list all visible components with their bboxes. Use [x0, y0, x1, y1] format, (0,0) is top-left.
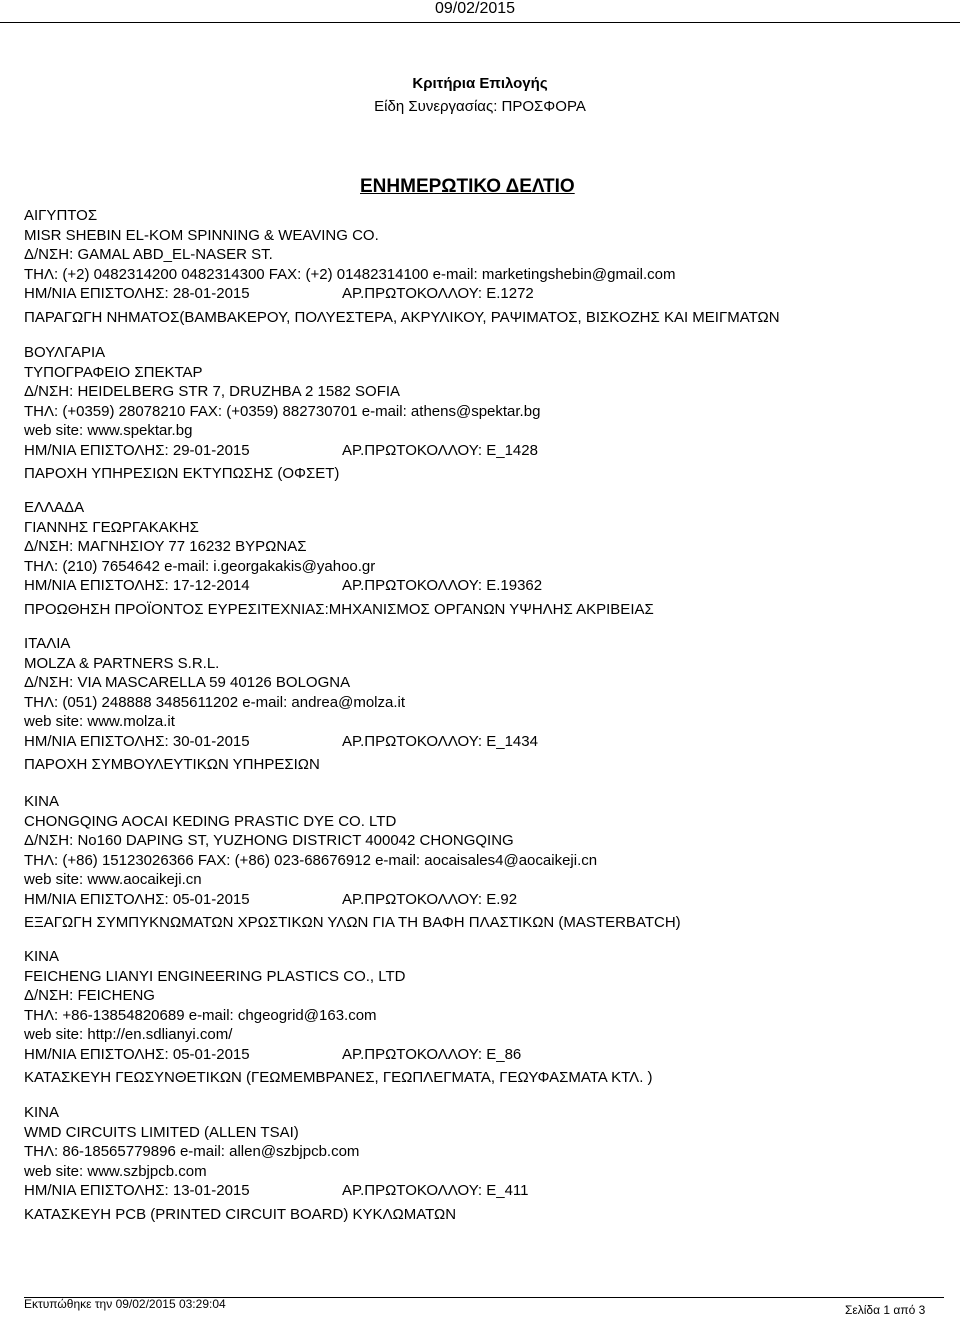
- entry-contact: ΤΗΛ: (051) 248888 3485611202 e-mail: andrea@molza.it: [24, 693, 406, 711]
- entry-address: Δ/ΝΣΗ: FEICHENG: [24, 987, 155, 1004]
- entry-letter-date: ΗΜ/ΝΙΑ ΕΠΙΣΤΟΛΗΣ: 30-01-2015: [24, 732, 250, 750]
- entry-contact: ΤΗΛ: (210) 7654642 e-mail: i.georgakakis@yahoo.gr: [24, 557, 376, 575]
- entry-letter-date: ΗΜ/ΝΙΑ ΕΠΙΣΤΟΛΗΣ: 29-01-2015: [24, 441, 250, 459]
- entry-address: Δ/ΝΣΗ: HEIDELBERG STR 7, DRUZHBA 2 1582 SOFIA: [24, 383, 401, 400]
- entry-country: ΚΙΝΑ: [24, 1104, 60, 1121]
- header-date: 09/02/2015: [435, 0, 516, 17]
- entry-country: ΙΤΑΛΙΑ: [24, 635, 71, 652]
- entry-protocol: ΑΡ.ΠΡΩΤΟΚΟΛΛΟΥ: Ε.1272: [342, 285, 534, 302]
- entry-date-row: [24, 732, 538, 752]
- footer-printed: Εκτυπώθηκε την 09/02/2015 03:29:04: [24, 1297, 226, 1311]
- entry-activity: ΠΑΡΟΧΗ ΥΠΗΡΕΣΙΩΝ ΕΚΤΥΠΩΣΗΣ (ΟΦΣΕΤ): [24, 465, 340, 482]
- entry-letter-date: ΗΜ/ΝΙΑ ΕΠΙΣΤΟΛΗΣ: 28-01-2015: [24, 285, 250, 302]
- entry-website: web site: www.spektar.bg: [24, 422, 193, 439]
- entry-protocol: ΑΡ.ΠΡΩΤΟΚΟΛΛΟΥ: Ε_411: [342, 1182, 529, 1199]
- entry-country: ΕΛΛΑΔΑ: [24, 499, 85, 516]
- entry-china-feicheng: [24, 947, 653, 1088]
- entry-contact: ΤΗΛ: (+2) 0482314200 0482314300 FAX: (+2) 01482314100 e-mail: marketingshebin@gmail.com: [24, 265, 676, 283]
- entry-greece: [24, 498, 654, 619]
- entry-website: web site: www.molza.it: [24, 713, 175, 730]
- entry-date-row: [24, 1045, 653, 1065]
- header-divider: [0, 22, 960, 23]
- entry-protocol: ΑΡ.ΠΡΩΤΟΚΟΛΛΟΥ: Ε.92: [342, 890, 518, 908]
- bulletin-title: ΕΝΗΜΕΡΩΤΙΚΟ ΔΕΛΤΙΟ: [360, 176, 575, 197]
- entry-date-row: [24, 576, 654, 596]
- entry-contact: ΤΗΛ: (+86) 15123026366 FAX: (+86) 023-68676912 e-mail: aocaisales4@aocaikeji.cn: [24, 851, 598, 869]
- entry-activity: ΚΑΤΑΣΚΕΥΗ ΓΕΩΣΥΝΘΕΤΙΚΩΝ (ΓΕΩΜΕΜΒΡΑΝΕΣ, ΓΕΩΠΛΕΓΜΑΤΑ, ΓΕΩΥΦΑΣΜΑΤΑ ΚΤΛ. ): [24, 1069, 653, 1086]
- criteria-title: Κριτήρια Επιλογής: [412, 75, 548, 92]
- entry-address: Δ/ΝΣΗ: ΜΑΓΝΗΣΙΟΥ 77 16232 ΒΥΡΩΝΑΣ: [24, 538, 307, 555]
- entry-activity: ΕΞΑΓΩΓΗ ΣΥΜΠΥΚΝΩΜΑΤΩΝ ΧΡΩΣΤΙΚΩΝ ΥΛΩΝ ΓΙΑ ΤΗ ΒΑΦΗ ΠΛΑΣΤΙΚΩΝ (MASTERBATCH): [24, 914, 681, 931]
- entry-protocol: ΑΡ.ΠΡΩΤΟΚΟΛΛΟΥ: Ε_1434: [342, 732, 538, 750]
- cooperation-type: Είδη Συνεργασίας: ΠΡΟΣΦΟΡΑ: [374, 98, 586, 115]
- entry-company: WMD CIRCUITS LIMITED (ALLEN TSAI): [24, 1123, 299, 1141]
- entry-website: web site: http://en.sdlianyi.com/: [24, 1026, 233, 1043]
- entry-company: MISR SHEBIN EL-KOM SPINNING & WEAVING CO.: [24, 226, 379, 244]
- entry-activity: ΠΡΟΩΘΗΣΗ ΠΡΟΪΟΝΤΟΣ ΕΥΡΕΣΙΤΕΧΝΙΑΣ:ΜΗΧΑΝΙΣΜΟΣ ΟΡΓΑΝΩΝ ΥΨΗΛΗΣ ΑΚΡΙΒΕΙΑΣ: [24, 600, 654, 618]
- entry-date-row: [24, 1181, 529, 1201]
- entry-address: Δ/ΝΣΗ: No160 DAPING ST, YUZHONG DISTRICT 400042 CHONGQING: [24, 832, 514, 849]
- entry-activity: ΠΑΡΑΓΩΓΗ ΝΗΜΑΤΟΣ(ΒΑΜΒΑΚΕΡΟΥ, ΠΟΛΥΕΣΤΕΡΑ, ΑΚΡΥΛΙΚΟΥ, ΡΑΨΙΜΑΤΟΣ, ΒΙΣΚΟΖΗΣ ΚΑΙ ΜΕΙΓΜΑΤΩΝ: [24, 308, 780, 326]
- entry-egypt: [24, 206, 780, 327]
- entry-activity: ΠΑΡΟΧΗ ΣΥΜΒΟΥΛΕΥΤΙΚΩΝ ΥΠΗΡΕΣΙΩΝ: [24, 756, 320, 773]
- entry-activity: ΚΑΤΑΣΚΕΥΗ PCB (PRINTED CIRCUIT BOARD) ΚΥΚΛΩΜΑΤΩΝ: [24, 1205, 457, 1223]
- entry-bulgaria: [24, 343, 540, 484]
- entry-country: ΒΟΥΛΓΑΡΙΑ: [24, 344, 106, 361]
- entry-address: Δ/ΝΣΗ: GAMAL ABD_EL-NASER ST.: [24, 246, 273, 263]
- entry-letter-date: ΗΜ/ΝΙΑ ΕΠΙΣΤΟΛΗΣ: 05-01-2015: [24, 890, 250, 908]
- entry-china-chongqing: [24, 792, 681, 933]
- entry-letter-date: ΗΜ/ΝΙΑ ΕΠΙΣΤΟΛΗΣ: 13-01-2015: [24, 1182, 250, 1199]
- entry-company: ΓΙΑΝΝΗΣ ΓΕΩΡΓΑΚΑΚΗΣ: [24, 518, 199, 536]
- entry-address: Δ/ΝΣΗ: VIA MASCARELLA 59 40126 BOLOGNA: [24, 674, 351, 691]
- entry-country: ΑΙΓΥΠΤΟΣ: [24, 207, 98, 224]
- entry-contact: ΤΗΛ: +86-13854820689 e-mail: chgeogrid@163.com: [24, 1006, 377, 1024]
- entry-italy: [24, 634, 538, 775]
- entry-website: web site: www.aocaikeji.cn: [24, 871, 202, 888]
- entry-website: web site: www.szbjpcb.com: [24, 1162, 207, 1180]
- entry-date-row: [24, 441, 540, 461]
- entry-protocol: ΑΡ.ΠΡΩΤΟΚΟΛΛΟΥ: Ε_1428: [342, 441, 538, 459]
- entry-company: MOLZA & PARTNERS S.R.L.: [24, 654, 220, 672]
- entry-contact: ΤΗΛ: (+0359) 28078210 FAX: (+0359) 882730701 e-mail: athens@spektar.bg: [24, 402, 541, 420]
- entry-contact: ΤΗΛ: 86-18565779896 e-mail: allen@szbjpcb.com: [24, 1143, 360, 1160]
- footer-page-number: Σελίδα 1 από 3: [845, 1303, 926, 1317]
- entry-letter-date: ΗΜ/ΝΙΑ ΕΠΙΣΤΟΛΗΣ: 05-01-2015: [24, 1045, 250, 1063]
- entry-company: FEICHENG LIANYI ENGINEERING PLASTICS CO., LTD: [24, 967, 406, 985]
- entry-letter-date: ΗΜ/ΝΙΑ ΕΠΙΣΤΟΛΗΣ: 17-12-2014: [24, 577, 250, 594]
- entry-country: ΚΙΝΑ: [24, 948, 60, 965]
- entry-date-row: [24, 284, 780, 304]
- entry-company: ΤΥΠΟΓΡΑΦΕΙΟ ΣΠΕΚΤΑΡ: [24, 363, 203, 381]
- entry-protocol: ΑΡ.ΠΡΩΤΟΚΟΛΛΟΥ: Ε_86: [342, 1045, 522, 1063]
- entry-protocol: ΑΡ.ΠΡΩΤΟΚΟΛΛΟΥ: Ε.19362: [342, 577, 543, 594]
- entry-company: CHONGQING AOCAI KEDING PRASTIC DYE CO. LTD: [24, 812, 397, 830]
- entry-date-row: [24, 890, 681, 910]
- entry-country: ΚΙΝΑ: [24, 793, 60, 810]
- entry-china-wmd: [24, 1103, 529, 1224]
